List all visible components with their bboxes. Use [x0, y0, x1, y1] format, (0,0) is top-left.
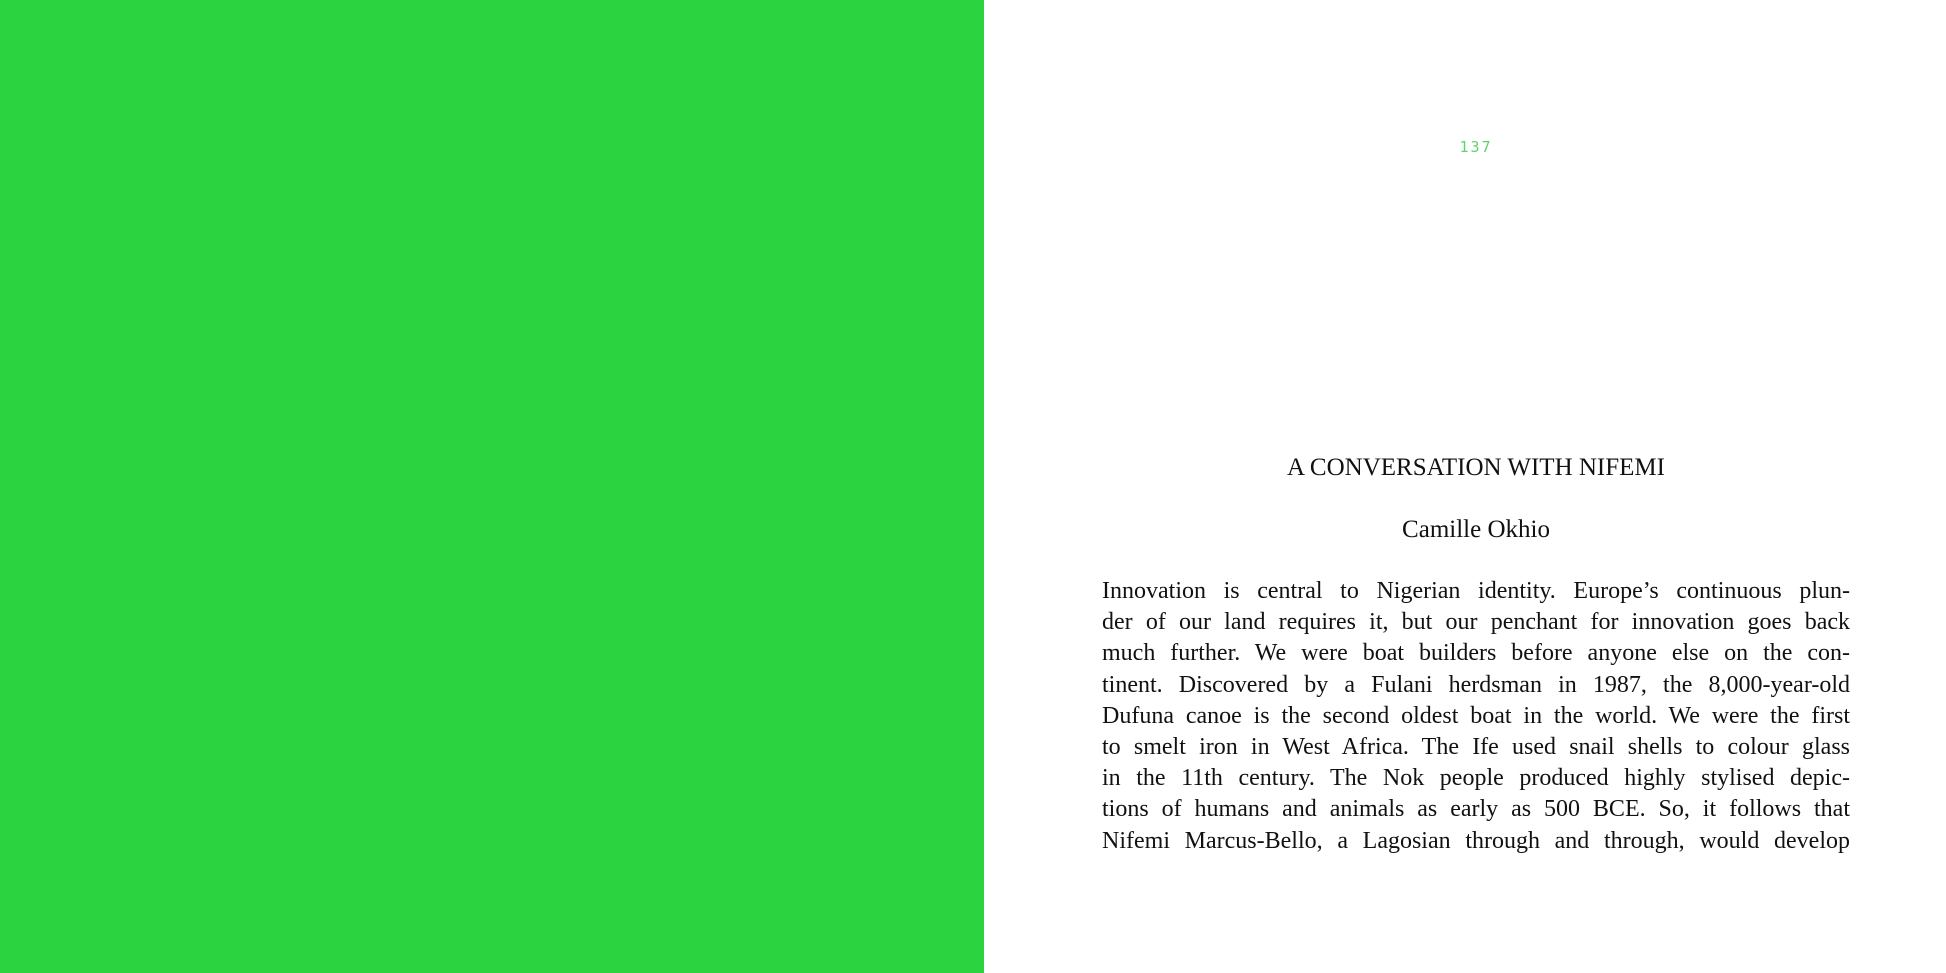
body-line: Dufuna canoe is the second oldest boat in the world. We were the first	[1102, 702, 1850, 729]
page-number: 137	[1459, 138, 1493, 156]
body-line: Nifemi Marcus-Bello, a Lagosian through and through, would develop	[1102, 827, 1850, 854]
body-line: der of our land requires it, but our penchant for innovation goes back	[1102, 609, 1850, 636]
body-line: to smelt iron in West Africa. The Ife used snail shells to colour glass	[1102, 733, 1850, 760]
body-line: Innovation is central to Nigerian identity. Europe’s continuous plun-	[1102, 578, 1850, 604]
body-paragraph	[1102, 576, 1850, 857]
body-line: in the 11th century. The Nok people produced highly stylised depic-	[1102, 765, 1850, 792]
body-line: tinent. Discovered by a Fulani herdsman in 1987, the 8,000-year-old	[1102, 671, 1850, 698]
body-line: tions of humans and animals as early as 500 BCE. So, it follows that	[1102, 796, 1850, 823]
article-title: A CONVERSATION WITH NIFEMI	[1286, 454, 1665, 481]
body-line: much further. We were boat builders before anyone else on the con-	[1102, 640, 1850, 667]
author-name: Camille Okhio	[1402, 516, 1550, 543]
